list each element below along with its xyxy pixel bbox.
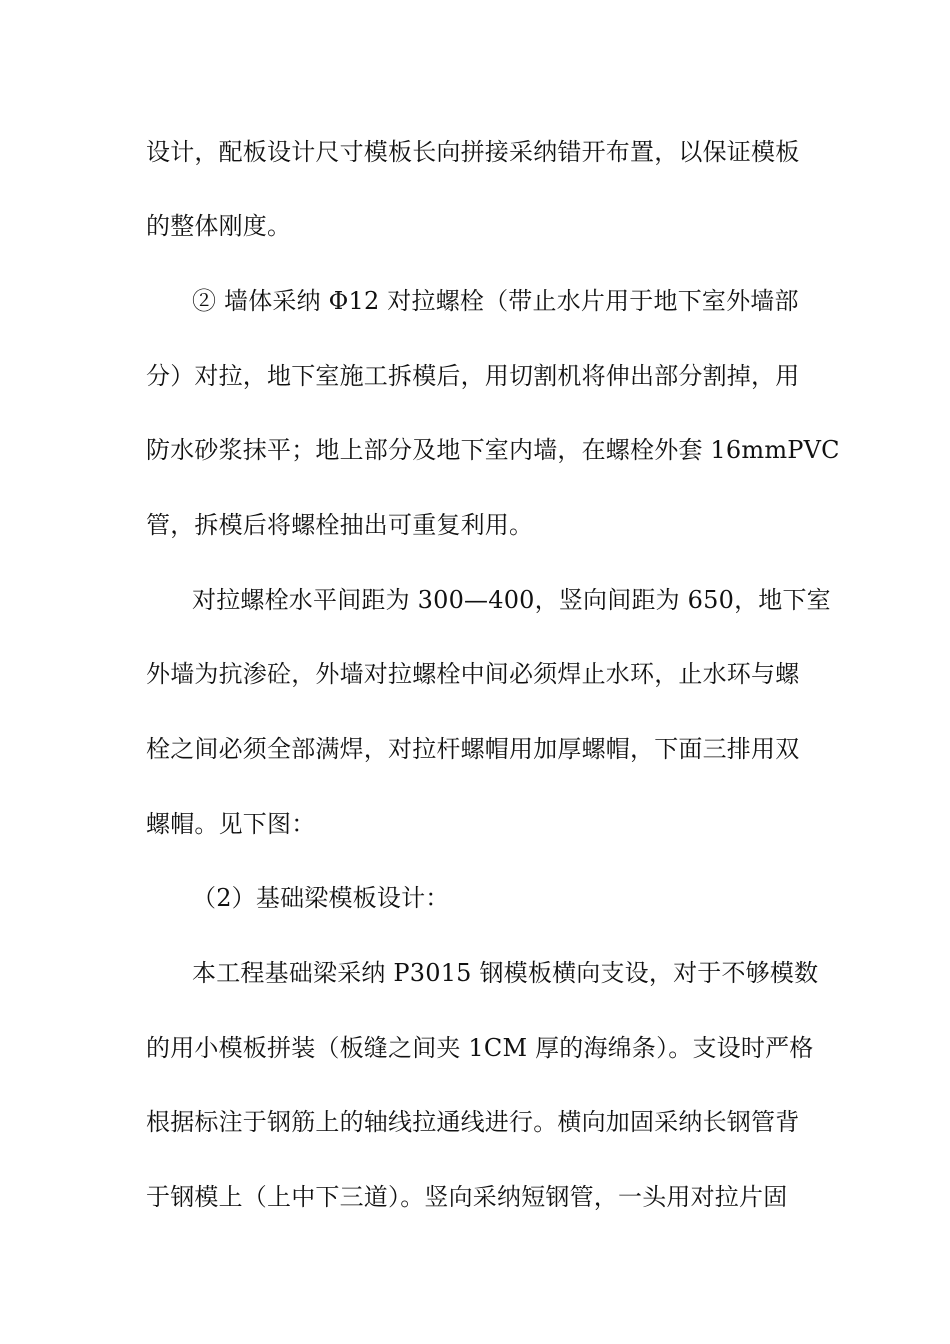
text-line-11: （2）基础梁模板设计： bbox=[192, 884, 450, 912]
text-line-4: 分）对拉，地下室施工拆模后，用切割机将伸出部分割掉，用 bbox=[146, 362, 800, 390]
text-line-5: 防水砂浆抹平；地上部分及地下室内墙，在螺栓外套 16mmPVC bbox=[146, 436, 840, 464]
text-line-12: 本工程基础梁采纳 P3015 钢模板横向支设，对于不够模数 bbox=[192, 959, 819, 987]
text-line-14: 根据标注于钢筋上的轴线拉通线进行。横向加固采纳长钢管背 bbox=[146, 1108, 800, 1136]
text-line-6: 管，拆模后将螺栓抽出可重复利用。 bbox=[146, 511, 534, 539]
text-line-13: 的用小模板拼装（板缝之间夹 1CM 厚的海绵条）。支设时严格 bbox=[146, 1034, 814, 1062]
text-line-15: 于钢模上（上中下三道）。竖向采纳短钢管，一头用对拉片固 bbox=[146, 1183, 788, 1211]
text-line-9: 栓之间必须全部满焊，对拉杆螺帽用加厚螺帽，下面三排用双 bbox=[146, 735, 800, 763]
text-line-8: 外墙为抗渗砼，外墙对拉螺栓中间必须焊止水环，止水环与螺 bbox=[146, 660, 800, 688]
text-line-7: 对拉螺栓水平间距为 300—400，竖向间距为 650，地下室 bbox=[192, 586, 831, 614]
text-line-2: 的整体刚度。 bbox=[146, 212, 292, 240]
text-line-10: 螺帽。见下图： bbox=[146, 810, 316, 838]
text-line-3: ② 墙体采纳 Φ12 对拉螺栓（带止水片用于地下室外墙部 bbox=[192, 287, 799, 315]
text-line-1: 设计，配板设计尺寸模板长向拼接采纳错开布置，以保证模板 bbox=[146, 138, 800, 166]
